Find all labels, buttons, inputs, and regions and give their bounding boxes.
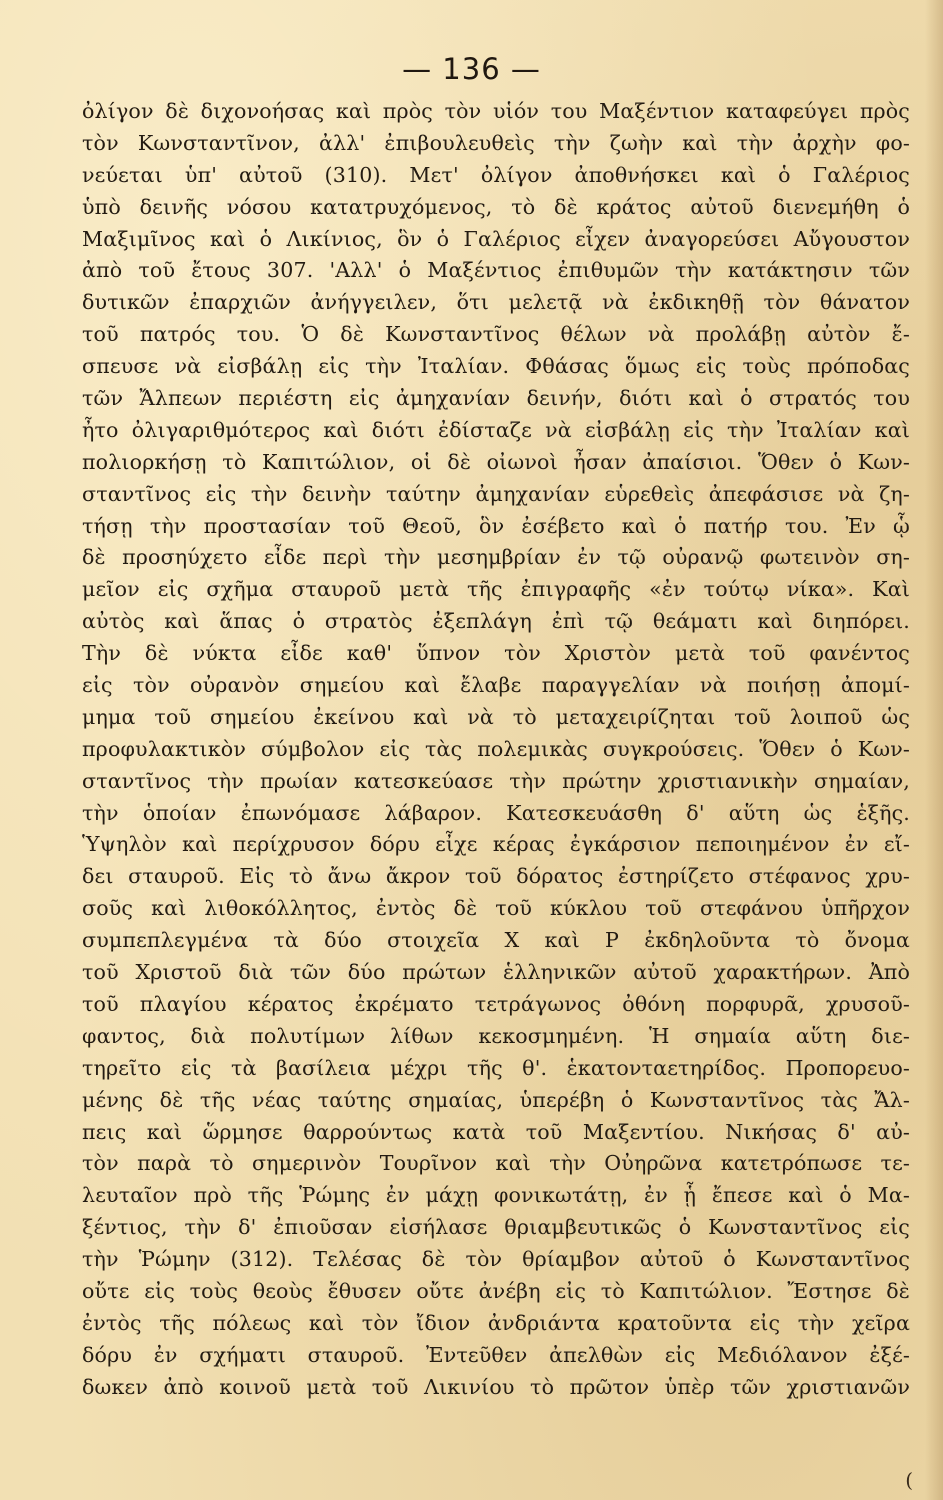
text-line: πεις καὶ ὥρμησε θαρρούντως κατὰ τοῦ Μαξεντίου. Νικήσας δ' αὐ- bbox=[82, 1119, 910, 1144]
text-line: σοῦς καὶ λιθοκόλλητος, ἐντὸς δὲ τοῦ κύκλου τοῦ στεφάνου ὑπῆρχον bbox=[82, 896, 910, 921]
text-line: δωκεν ἀπὸ κοινοῦ μετὰ τοῦ Λικινίου τὸ πρῶτον ὑπὲρ τῶν χριστιανῶν bbox=[82, 1374, 910, 1399]
text-line: οὔτε εἰς τοὺς θεοὺς ἔθυσεν οὔτε ἀνέβη εἰς τὸ Καπιτώλιον. Ἔστησε δὲ bbox=[82, 1278, 910, 1303]
text-line: τηρεῖτο εἰς τὰ βασίλεια μέχρι τῆς θ'. ἑκατονταετηρίδος. Προπορευο- bbox=[82, 1055, 910, 1080]
text-line: φαντος, διὰ πολυτίμων λίθων κεκοσμημένη. Ἡ σημαία αὕτη διε- bbox=[82, 1023, 910, 1048]
text-line: σταντῖνος τὴν πρωίαν κατεσκεύασε τὴν πρώτην χριστιανικὴν σημαίαν, bbox=[82, 768, 910, 793]
page-edge-shadow bbox=[925, 0, 943, 1500]
text-line: αὐτὸς καὶ ἅπας ὁ στρατὸς ἐξεπλάγη ἐπὶ τῷ θεάματι καὶ διηπόρει. bbox=[82, 609, 910, 634]
corner-mark: ( bbox=[905, 1468, 913, 1492]
text-line: λευταῖον πρὸ τῆς Ῥώμης ἐν μάχῃ φονικωτάτῃ, ἐν ᾗ ἔπεσε καὶ ὁ Μα- bbox=[82, 1183, 910, 1208]
text-line: τῶν Ἄλπεων περιέστη εἰς ἀμηχανίαν δεινήν, διότι καὶ ὁ στρατός του bbox=[82, 386, 910, 411]
text-line: δόρυ ἐν σχήματι σταυροῦ. Ἐντεῦθεν ἀπελθὼν εἰς Μεδιόλανον ἐξέ- bbox=[82, 1342, 910, 1367]
text-line: Τὴν δὲ νύκτα εἶδε καθ' ὕπνον τὸν Χριστὸν μετὰ τοῦ φανέντος bbox=[82, 641, 910, 666]
text-line: δει σταυροῦ. Εἰς τὸ ἄνω ἄκρον τοῦ δόρατος ἐστηρίζετο στέφανος χρυ- bbox=[82, 864, 910, 889]
text-line: δὲ προσηύχετο εἶδε περὶ τὴν μεσημβρίαν ἐν τῷ οὐρανῷ φωτεινὸν ση- bbox=[82, 545, 910, 570]
text-line: ὀλίγον δὲ διχονοήσας καὶ πρὸς τὸν υἱόν του Μαξέντιον καταφεύγει πρὸς bbox=[82, 99, 910, 123]
text-line: τὴν ὁποίαν ἐπωνόμασε λάβαρον. Κατεσκευάσθη δ' αὕτη ὡς ἑξῆς. bbox=[82, 800, 910, 825]
text-line: ἀπὸ τοῦ ἔτους 307. 'Αλλ' ὁ Μαξέντιος ἐπιθυμῶν τὴν κατάκτησιν τῶν bbox=[82, 258, 910, 283]
body-text bbox=[82, 96, 910, 1404]
text-line: νεύεται ὑπ' αὐτοῦ (310). Μετ' ὀλίγον ἀποθνήσκει καὶ ὁ Γαλέριος bbox=[82, 162, 910, 187]
text-line: Ὑψηλὸν καὶ περίχρυσον δόρυ εἶχε κέρας ἐγκάρσιον πεποιημένον ἐν εἴ- bbox=[82, 832, 910, 857]
text-line: σταντῖνος εἰς τὴν δεινὴν ταύτην ἀμηχανίαν εὑρεθεὶς ἀπεφάσισε νὰ ζη- bbox=[82, 481, 910, 506]
text-line: προφυλακτικὸν σύμβολον εἰς τὰς πολεμικὰς συγκρούσεις. Ὅθεν ὁ Κων- bbox=[82, 736, 910, 761]
text-line: ἦτο ὀλιγαριθμότερος καὶ διότι ἐδίσταζε νὰ εἰσβάλῃ εἰς τὴν Ἰταλίαν καὶ bbox=[82, 417, 910, 442]
text-line: ἐντὸς τῆς πόλεως καὶ τὸν ἴδιον ἀνδριάντα κρατοῦντα εἰς τὴν χεῖρα bbox=[82, 1310, 910, 1335]
text-line: Μαξιμῖνος καὶ ὁ Λικίνιος, ὃν ὁ Γαλέριος εἶχεν ἀναγορεύσει Αὔγουστον bbox=[82, 226, 910, 251]
text-line: τὴν Ῥώμην (312). Τελέσας δὲ τὸν θρίαμβον αὐτοῦ ὁ Κωνσταντῖνος bbox=[82, 1247, 910, 1272]
text-line: ξέντιος, τὴν δ' ἐπιοῦσαν εἰσήλασε θριαμβευτικῶς ὁ Κωνσταντῖνος εἰς bbox=[82, 1215, 910, 1240]
text-line: τοῦ πατρός του. Ὁ δὲ Κωνσταντῖνος θέλων νὰ προλάβῃ αὐτὸν ἔ- bbox=[82, 322, 910, 347]
text-line: πολιορκήσῃ τὸ Καπιτώλιον, οἱ δὲ οἰωνοὶ ἦσαν ἀπαίσιοι. Ὅθεν ὁ Κων- bbox=[82, 449, 910, 474]
text-line: δυτικῶν ἐπαρχιῶν ἀνήγγειλεν, ὅτι μελετᾷ νὰ ἐκδικηθῇ τὸν θάνατον bbox=[82, 290, 910, 315]
text-line: τὸν Κωνσταντῖνον, ἀλλ' ἐπιβουλευθεὶς τὴν ζωὴν καὶ τὴν ἀρχὴν φο- bbox=[82, 130, 910, 155]
text-line: τοῦ Χριστοῦ διὰ τῶν δύο πρώτων ἑλληνικῶν αὐτοῦ χαρακτήρων. Ἀπὸ bbox=[82, 960, 910, 985]
text-line: συμπεπλεγμένα τὰ δύο στοιχεῖα Χ καὶ Ρ ἐκδηλοῦντα τὸ ὄνομα bbox=[82, 928, 910, 953]
text-line: τήσῃ τὴν προστασίαν τοῦ Θεοῦ, ὃν ἐσέβετο καὶ ὁ πατήρ του. Ἐν ᾧ bbox=[82, 513, 910, 538]
text-line: μένης δὲ τῆς νέας ταύτης σημαίας, ὑπερέβη ὁ Κωνσταντῖνος τὰς Ἄλ- bbox=[82, 1087, 910, 1112]
text-line: σπευσε νὰ εἰσβάλῃ εἰς τὴν Ἰταλίαν. Φθάσας ὅμως εἰς τοὺς πρόποδας bbox=[82, 354, 910, 379]
text-line: τὸν παρὰ τὸ σημερινὸν Τουρῖνον καὶ τὴν Οὐηρῶνα κατετρόπωσε τε- bbox=[82, 1151, 910, 1176]
text-line: τοῦ πλαγίου κέρατος ἐκρέματο τετράγωνος ὀθόνη πορφυρᾶ, χρυσοῦ- bbox=[82, 991, 910, 1016]
text-line: ὑπὸ δεινῆς νόσου κατατρυχόμενος, τὸ δὲ κράτος αὐτοῦ διενεμήθη ὁ bbox=[82, 194, 910, 219]
text-line: εἰς τὸν οὐρανὸν σημείου καὶ ἔλαβε παραγγελίαν νὰ ποιήσῃ ἀπομί- bbox=[82, 673, 910, 698]
page-number: — 136 — bbox=[402, 52, 541, 86]
text-line: μεῖον εἰς σχῆμα σταυροῦ μετὰ τῆς ἐπιγραφῆς «ἐν τούτῳ νίκα». Καὶ bbox=[82, 577, 910, 602]
text-line: μημα τοῦ σημείου ἐκείνου καὶ νὰ τὸ μεταχειρίζηται τοῦ λοιποῦ ὡς bbox=[82, 704, 910, 729]
